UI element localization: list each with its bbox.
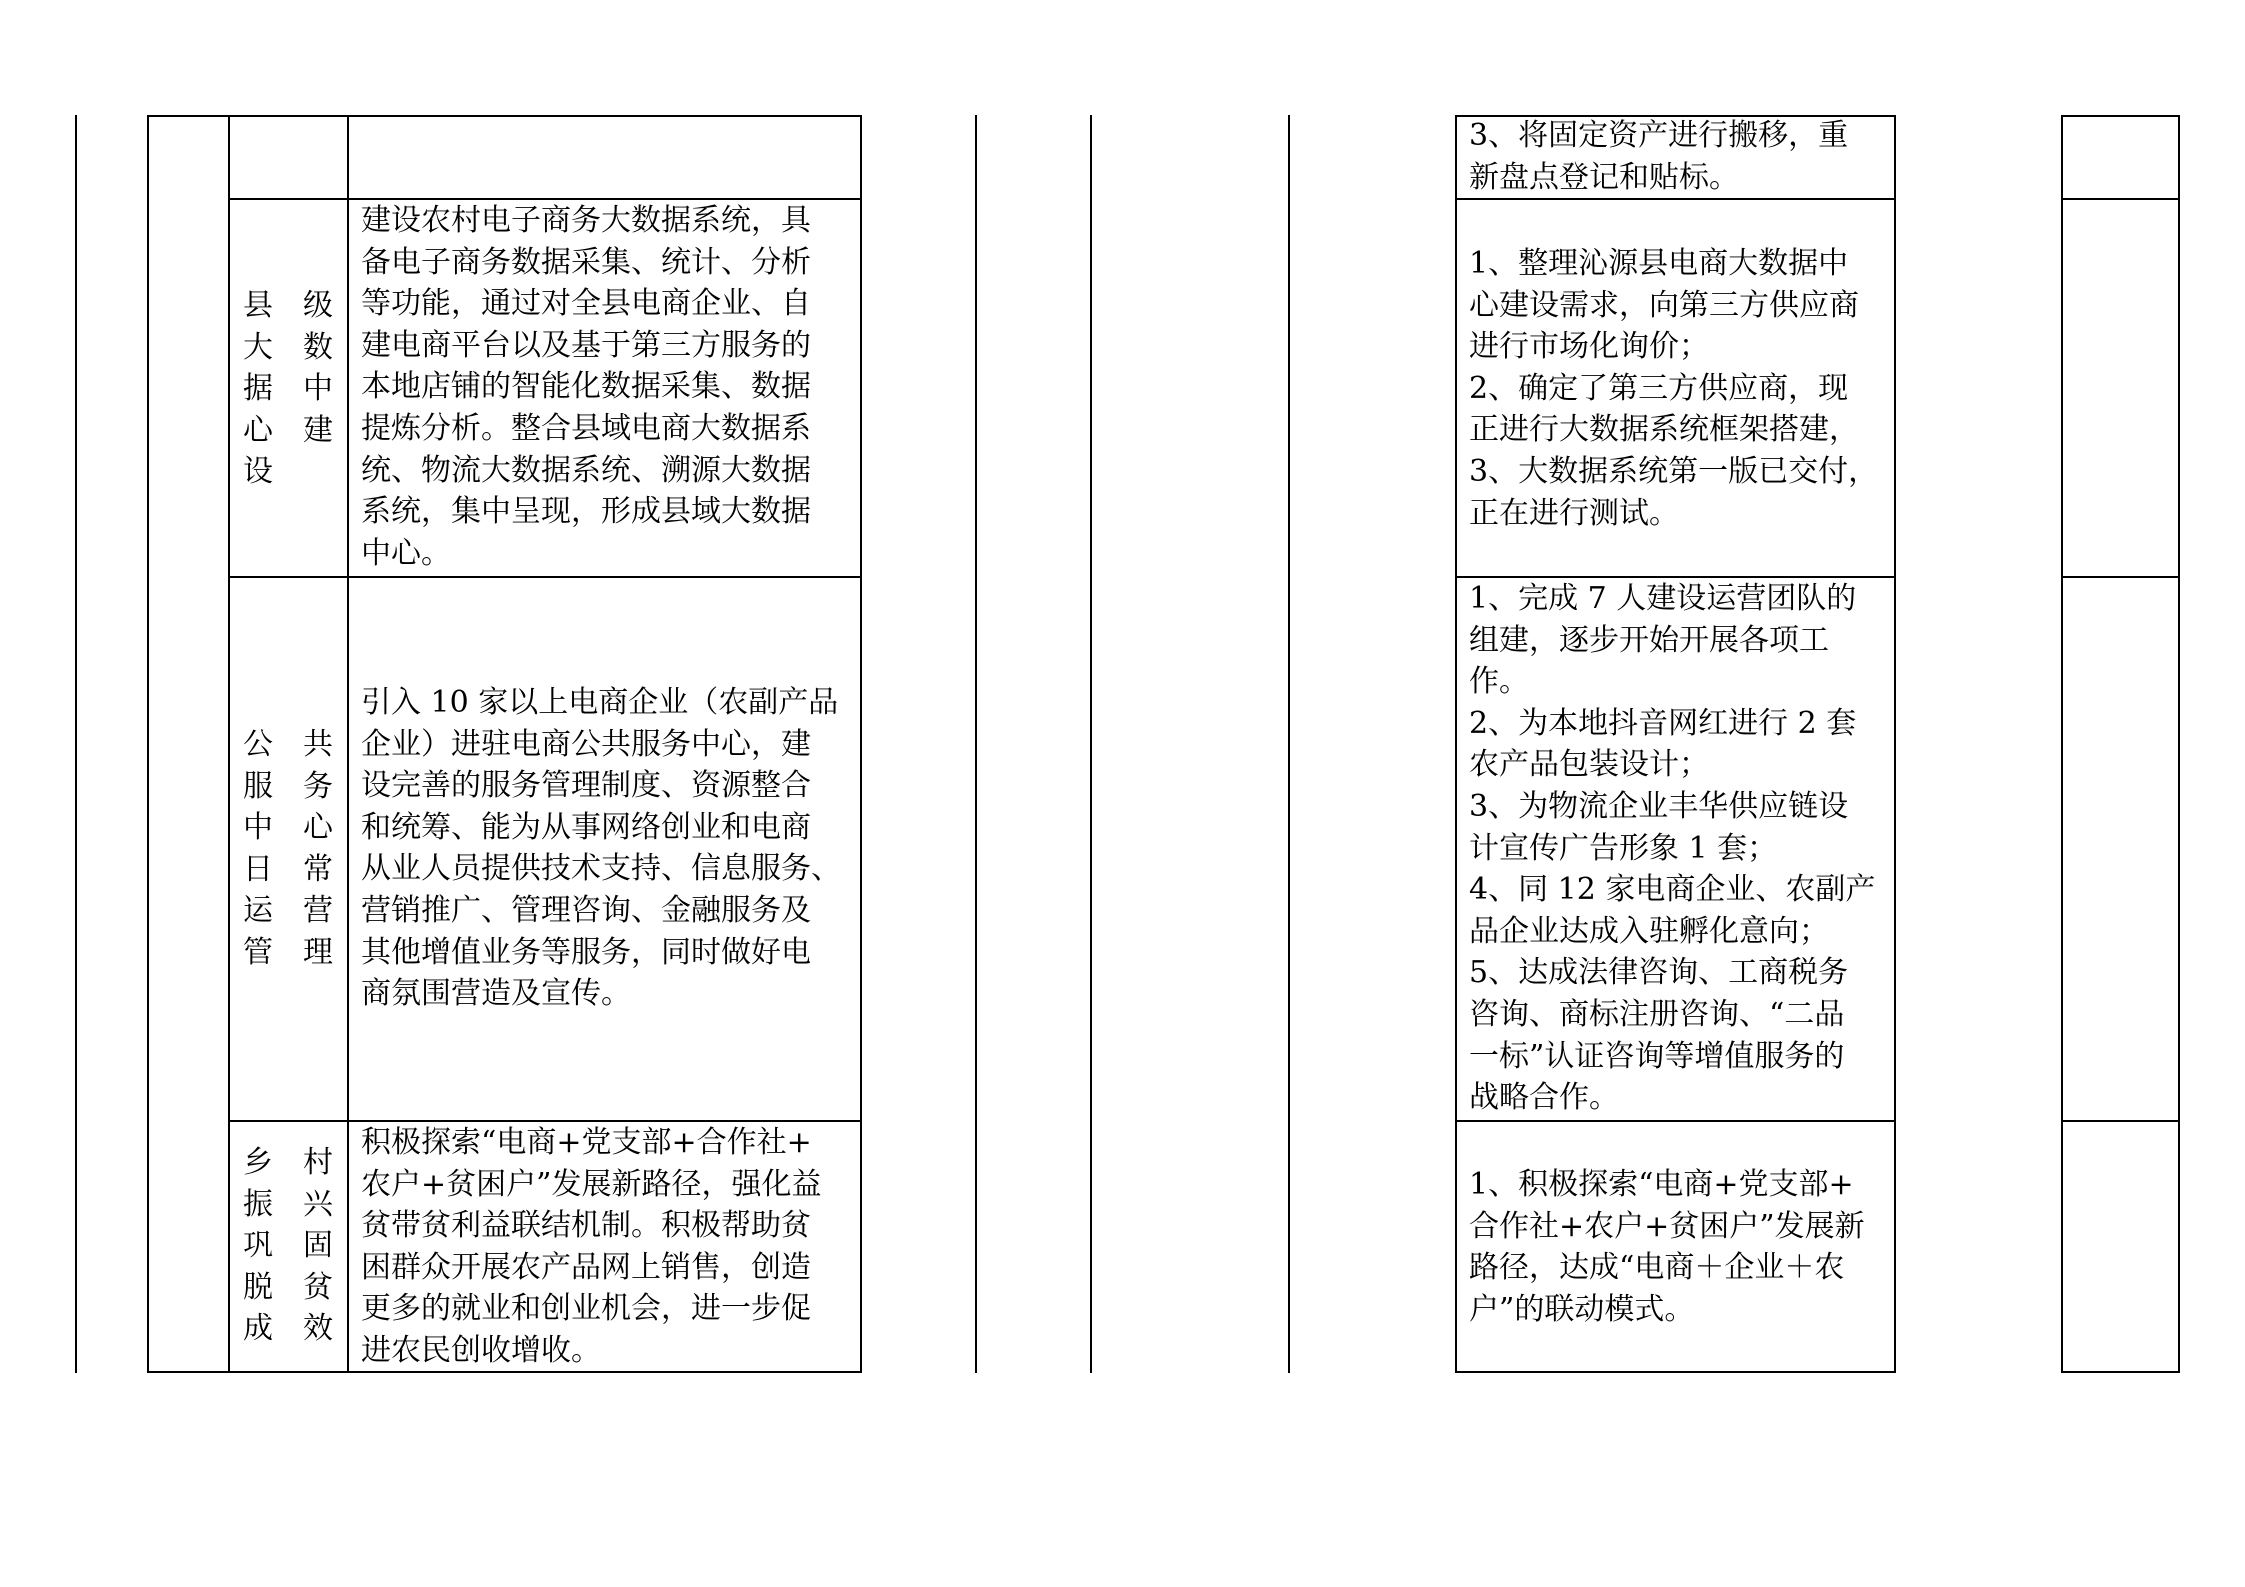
right-row-line-3 xyxy=(2061,1120,2180,1122)
progress-row-line-bottom xyxy=(1455,1371,1896,1373)
left-col-line-2 xyxy=(228,115,230,1373)
row-3-label-line: 运营 xyxy=(243,893,333,929)
right-row-line-2 xyxy=(2061,576,2180,578)
row-2-label-line: 大数 xyxy=(243,329,333,365)
row-4-label-line: 振兴 xyxy=(243,1186,333,1222)
left-col-line-1 xyxy=(147,115,149,1373)
row-3-label-line: 服务 xyxy=(243,768,333,804)
row-2-label-line: 县级 xyxy=(243,288,333,323)
row-4-label-line: 巩固 xyxy=(243,1228,333,1264)
row-3-label xyxy=(243,724,333,974)
row-2-label-line: 心建 xyxy=(243,412,333,448)
progress-row-line-3 xyxy=(1455,1120,1896,1122)
right-row-line-bottom xyxy=(2061,1371,2180,1373)
row-1-progress: 3、将固定资产进行搬移，重 新盘点登记和贴标。 xyxy=(1469,118,1849,195)
left-outer-border xyxy=(75,115,77,1373)
right-col-right xyxy=(2178,115,2180,1373)
middle-col-line-2 xyxy=(1090,115,1092,1373)
row-4-label-line: 脱贫 xyxy=(243,1269,333,1305)
row-4-label xyxy=(243,1142,333,1350)
progress-col-left xyxy=(1455,115,1457,1373)
row-2-content: 建设农村电子商务大数据系统，具 备电子商务数据采集、统计、分析 等功能，通过对全县电商企业、自 建电商平台以及基于第三方服务的 本地店铺的智能化数据采集、数据 提炼分析。整合县域电商大数据系 统、物流大数据系统、溯源大数据 系统，集中呈现，形成县域大数据 中心。 xyxy=(361,203,811,571)
row-4-content: 积极探索“电商+党支部+合作社+ 农户+贫困户”发展新路径，强化益 贫带贫利益联结机制。积极帮助贫 困群众开展农产品网上销售，创造 更多的就业和创业机会，进一步促 进农民创收增收。 xyxy=(361,1125,822,1368)
row-3-label-line: 公共 xyxy=(243,727,333,762)
middle-col-line-3 xyxy=(1288,115,1290,1373)
row-3-label-line: 日常 xyxy=(243,851,333,887)
row-3-label-line: 管理 xyxy=(243,934,333,970)
row-4-label-line: 成效 xyxy=(243,1311,333,1347)
progress-row-line-1 xyxy=(1455,198,1896,200)
right-row-line-top xyxy=(2061,115,2180,117)
row-4-progress: 1、积极探索“电商+党支部+ 合作社+农户+贫困户”发展新 路径，达成“电商＋企业＋农 户”的联动模式。 xyxy=(1469,1167,1865,1327)
row-2-progress: 1、整理沁源县电商大数据中 心建设需求，向第三方供应商 进行市场化询价； 2、确定了第三方供应商，现 正进行大数据系统框架搭建， 3、大数据系统第一版已交付， 正在进行测试。 xyxy=(1469,246,1879,531)
middle-col-line-1 xyxy=(975,115,977,1373)
right-row-line-1 xyxy=(2061,198,2180,200)
left-col-line-3 xyxy=(347,115,349,1373)
row-2-label xyxy=(243,285,333,493)
row-2-label-line: 据中 xyxy=(243,371,333,407)
left-col-line-4 xyxy=(860,115,862,1373)
row-3-content: 引入 10 家以上电商企业（农副产品 企业）进驻电商公共服务中心，建 设完善的服务管理制度、资源整合 和统筹、能为从事网络创业和电商 从业人员提供技术支持、信息服务、 营销推广、管理咨询、金融服务及 其他增值业务等服务，同时做好电 商氛围营造及宣传。 xyxy=(361,685,841,1012)
row-2-label-line: 设 xyxy=(243,454,273,490)
row-3-label-line: 中心 xyxy=(243,810,333,846)
left-row-line-2 xyxy=(228,576,862,578)
left-row-line-top xyxy=(147,115,862,117)
row-4-label-line: 乡村 xyxy=(243,1145,333,1180)
row-3-progress: 1、完成 7 人建设运营团队的 组建，逐步开始开展各项工 作。 2、为本地抖音网红进行 2 套 农产品包装设计； 3、为物流企业丰华供应链设 计宣传广告形象 1 套； 4、同 12 家电商企业、农副产 品企业达成入驻孵化意向； 5、达成法律咨询、工商税务 咨询、商标注册咨询、“二品 一标”认证咨询等增值服务的 战略合作。 xyxy=(1469,581,1876,1116)
right-col-left xyxy=(2061,115,2063,1373)
progress-col-right xyxy=(1894,115,1896,1373)
